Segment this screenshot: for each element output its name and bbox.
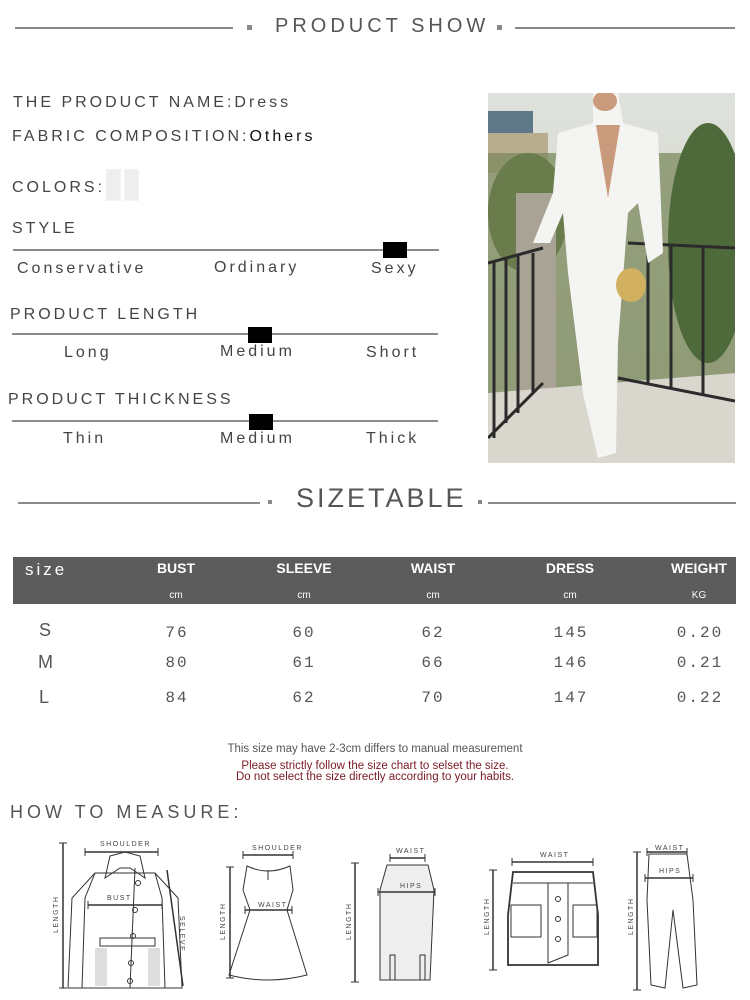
cell-waist: 62 <box>421 624 445 642</box>
skirt-waist-label: WAIST <box>396 848 426 855</box>
length-scale-marker <box>248 327 272 343</box>
size-table-header <box>13 557 736 604</box>
length-scale-track <box>12 333 438 335</box>
header-divider-right <box>488 502 736 504</box>
product-photo-image <box>488 93 735 463</box>
cell-sleeve: 62 <box>292 689 316 707</box>
pants-length-label: LENGTH <box>628 897 635 935</box>
dress-length-label: LENGTH <box>220 902 227 940</box>
mini-skirt-icon <box>478 845 618 975</box>
style-option-ordinary: Ordinary <box>214 259 300 276</box>
thickness-option-thin: Thin <box>63 430 107 447</box>
thickness-option-thick: Thick <box>366 430 420 447</box>
length-scale-title: PRODUCT LENGTH <box>10 306 201 323</box>
cell-weight: 0.20 <box>676 624 724 642</box>
colors-label: COLORS: <box>12 179 106 196</box>
pants-hips-label: HIPS <box>659 868 682 875</box>
column-header-bust: BUST <box>156 560 196 576</box>
how-to-measure-title: HOW TO MEASURE: <box>10 802 243 822</box>
cell-weight: 0.22 <box>676 689 724 707</box>
jacket-sleeve-label: SELEVE <box>178 916 185 953</box>
length-option-short: Short <box>366 344 420 361</box>
column-header-size: size <box>25 560 68 579</box>
cell-bust: 84 <box>165 689 189 707</box>
column-unit-weight: KG <box>691 590 707 601</box>
style-scale-marker <box>383 242 407 258</box>
product-name-value: Dress <box>234 94 292 111</box>
pants-waist-label: WAIST <box>655 845 685 852</box>
column-header-weight: WEIGHT <box>671 560 727 576</box>
cell-waist: 70 <box>421 689 445 707</box>
dress-waist-label: WAIST <box>258 902 288 909</box>
fabric-row <box>12 128 315 146</box>
product-name-row <box>13 94 291 112</box>
pencil-skirt-icon <box>340 840 440 990</box>
style-option-conservative: Conservative <box>17 260 147 277</box>
color-swatch-white-2[interactable] <box>124 169 139 201</box>
mini-skirt-measure-diagram <box>478 845 618 975</box>
section-title: PRODUCT SHOW <box>275 15 490 37</box>
mini-skirt-waist-label: WAIST <box>540 852 570 859</box>
product-name-label: THE PRODUCT NAME: <box>13 94 235 111</box>
skirt-hips-label: HIPS <box>400 883 423 890</box>
cell-bust: 76 <box>165 624 189 642</box>
fabric-label: FABRIC COMPOSITION: <box>12 128 250 145</box>
column-unit-waist: cm <box>426 590 440 601</box>
header-dot-left <box>268 500 272 504</box>
cell-dress: 147 <box>553 689 589 707</box>
skirt-length-label: LENGTH <box>346 902 353 940</box>
dress-icon <box>215 840 315 990</box>
column-unit-bust: cm <box>169 590 183 601</box>
style-scale-title: STYLE <box>12 220 78 237</box>
column-unit-dress: cm <box>563 590 577 601</box>
column-header-dress: DRESS <box>545 560 595 576</box>
column-header-waist: WAIST <box>410 560 456 576</box>
header-divider-left <box>18 502 260 504</box>
jacket-shoulder-label: SHOULDER <box>100 841 151 848</box>
color-swatch-white-1[interactable] <box>106 169 121 201</box>
jacket-bust-label: BUST <box>107 895 132 902</box>
dress-shoulder-label: SHOULDER <box>252 845 303 852</box>
cell-size: S <box>39 620 52 640</box>
style-scale-track <box>13 249 439 251</box>
thickness-scale-title: PRODUCT THICKNESS <box>8 391 234 408</box>
thickness-scale-track <box>12 420 438 422</box>
thickness-scale-marker <box>249 414 273 430</box>
cell-dress: 146 <box>553 654 589 672</box>
column-unit-sleeve: cm <box>297 590 311 601</box>
measurement-note: This size may have 2-3cm differs to manual measurement <box>227 743 523 755</box>
size-warning-line-1: Please strictly follow the size chart to selset the size. <box>241 760 509 772</box>
header-divider-left <box>15 27 233 29</box>
product-photo <box>488 93 735 463</box>
thickness-option-medium: Medium <box>220 430 295 447</box>
pants-measure-diagram <box>625 840 735 995</box>
cell-sleeve: 61 <box>292 654 316 672</box>
style-option-sexy: Sexy <box>371 260 419 277</box>
cell-size: M <box>38 652 53 672</box>
header-dot-right <box>478 500 482 504</box>
cell-size: L <box>39 687 50 707</box>
mini-skirt-length-label: LENGTH <box>484 897 491 935</box>
jacket-length-label: LENGTH <box>53 895 60 933</box>
pants-icon <box>625 840 735 995</box>
section-title: SIZETABLE <box>296 483 467 513</box>
jacket-icon <box>50 838 200 998</box>
length-option-medium: Medium <box>220 343 295 360</box>
cell-dress: 145 <box>553 624 589 642</box>
header-dot-right <box>497 25 502 30</box>
pencil-skirt-measure-diagram <box>340 840 440 990</box>
header-dot-left <box>247 25 252 30</box>
fabric-value: Others <box>249 128 316 145</box>
header-divider-right <box>515 27 735 29</box>
cell-weight: 0.21 <box>676 654 724 672</box>
length-option-long: Long <box>64 344 112 361</box>
size-warning-line-2: Do not select the size directly according to your habits. <box>235 771 515 783</box>
jacket-measure-diagram <box>50 838 200 998</box>
dress-measure-diagram <box>215 840 315 990</box>
column-header-sleeve: SLEEVE <box>276 560 332 576</box>
cell-bust: 80 <box>165 654 189 672</box>
cell-sleeve: 60 <box>292 624 316 642</box>
cell-waist: 66 <box>421 654 445 672</box>
